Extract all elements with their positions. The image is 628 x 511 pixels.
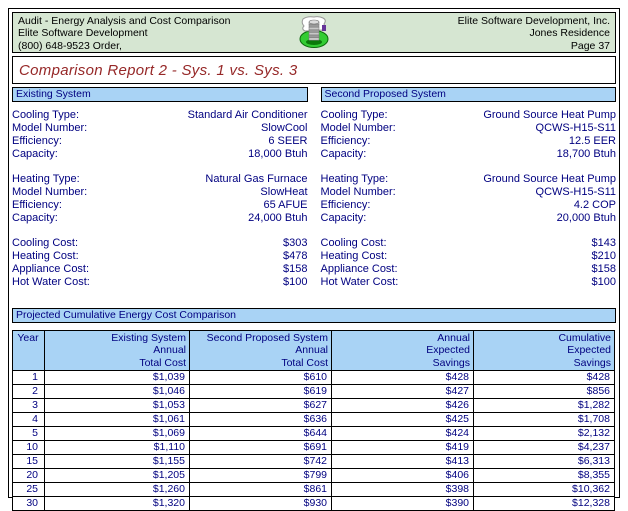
spec-row (12, 109, 308, 122)
spec-label: Efficiency: (320, 199, 371, 211)
spec-value: SlowHeat (260, 186, 308, 198)
table-row (13, 455, 615, 469)
spec-label: Cooling Type: (320, 109, 388, 121)
spec-group (321, 109, 617, 161)
spec-row (12, 237, 308, 250)
table-cell: $406 (332, 469, 474, 483)
table-cell: $427 (332, 385, 474, 399)
spec-row (321, 109, 617, 122)
table-cell: 2 (13, 385, 45, 399)
spec-value: 20,000 Btuh (556, 212, 616, 224)
spec-label: Hot Water Cost: (320, 276, 399, 288)
second-proposed-system-specs (321, 109, 617, 289)
table-cell: $1,061 (45, 413, 190, 427)
table-cell: $856 (474, 385, 615, 399)
comparison-table (12, 330, 615, 511)
spec-label: Heating Type: (320, 173, 389, 185)
table-cell: $424 (332, 427, 474, 441)
spec-label: Efficiency: (12, 135, 62, 147)
page-number: Page 37 (570, 39, 610, 52)
spec-label: Hot Water Cost: (12, 276, 90, 288)
table-cell: 30 (13, 497, 45, 511)
letterhead-left (18, 15, 230, 52)
spec-value: 6 SEER (268, 135, 308, 147)
table-cell: 20 (13, 469, 45, 483)
spec-value: $158 (591, 263, 616, 275)
spec-row (12, 212, 308, 225)
table-cell: $861 (190, 483, 332, 497)
report-title-box (12, 56, 616, 84)
spec-row (12, 199, 308, 212)
column-header: Annual Expected Savings (332, 331, 474, 371)
table-cell: $1,260 (45, 483, 190, 497)
table-cell: $930 (190, 497, 332, 511)
table-cell: 4 (13, 413, 45, 427)
table-cell: $426 (332, 399, 474, 413)
table-cell: $1,053 (45, 399, 190, 413)
elite-software-logo-icon (295, 15, 333, 50)
table-cell: $419 (332, 441, 474, 455)
table-cell: $390 (332, 497, 474, 511)
table-cell: $398 (332, 483, 474, 497)
spec-value: SlowCool (261, 122, 308, 134)
spec-value: 65 AFUE (263, 199, 308, 211)
spec-row (12, 263, 308, 276)
spec-value: 24,000 Btuh (248, 212, 308, 224)
spec-label: Appliance Cost: (320, 263, 398, 275)
spec-label: Capacity: (320, 148, 367, 160)
spec-label: Heating Cost: (320, 250, 388, 262)
comparison-table-body (13, 371, 615, 511)
second-proposed-system-section (321, 87, 617, 301)
spec-row (321, 237, 617, 250)
table-row (13, 469, 615, 483)
spec-row (321, 199, 617, 212)
spec-row (321, 122, 617, 135)
spec-row (321, 250, 617, 263)
table-cell: $1,320 (45, 497, 190, 511)
table-cell: $4,237 (474, 441, 615, 455)
table-cell: $8,355 (474, 469, 615, 483)
report-letterhead (12, 12, 616, 53)
vendor-phone: (800) 648-9523 Order, (18, 39, 122, 52)
spec-value: QCWS-H15-S11 (535, 186, 616, 198)
spec-row (12, 122, 308, 135)
table-row (13, 497, 615, 511)
spec-label: Capacity: (320, 212, 367, 224)
spec-value: $100 (591, 276, 616, 288)
table-cell: $6,313 (474, 455, 615, 469)
existing-system-specs (12, 109, 308, 289)
table-cell: $12,328 (474, 497, 615, 511)
spec-value: Ground Source Heat Pump (483, 109, 616, 121)
table-row (13, 427, 615, 441)
table-row (13, 371, 615, 385)
table-row (13, 483, 615, 497)
spec-label: Efficiency: (12, 199, 62, 211)
spec-value: Natural Gas Furnace (205, 173, 308, 185)
table-cell: $1,110 (45, 441, 190, 455)
table-cell: $1,046 (45, 385, 190, 399)
spec-value: Standard Air Conditioner (187, 109, 308, 121)
table-cell: 15 (13, 455, 45, 469)
letterhead-right (458, 15, 610, 52)
table-cell: 10 (13, 441, 45, 455)
spec-row (12, 250, 308, 263)
table-cell: $1,069 (45, 427, 190, 441)
spec-row (12, 276, 308, 289)
table-cell: $742 (190, 455, 332, 469)
report-title: Comparison Report 2 - Sys. 1 vs. Sys. 3 (19, 61, 298, 79)
column-header: Cumulative Expected Savings (474, 331, 615, 371)
table-cell: $799 (190, 469, 332, 483)
table-cell: $2,132 (474, 427, 615, 441)
table-cell: $428 (474, 371, 615, 385)
spec-row (12, 186, 308, 199)
spec-row (321, 148, 617, 161)
spec-label: Heating Type: (12, 173, 80, 185)
table-cell: $619 (190, 385, 332, 399)
spec-label: Model Number: (320, 186, 396, 198)
spec-value: 4.2 COP (573, 199, 616, 211)
spec-value: QCWS-H15-S11 (535, 122, 616, 134)
spec-label: Capacity: (12, 148, 58, 160)
spec-row (321, 186, 617, 199)
spec-row (321, 173, 617, 186)
spec-value: $100 (283, 276, 308, 288)
spec-value: $478 (283, 250, 308, 262)
table-row (13, 413, 615, 427)
table-cell: $627 (190, 399, 332, 413)
spec-label: Cooling Cost: (320, 237, 387, 249)
table-cell: $1,282 (474, 399, 615, 413)
spec-group (321, 237, 617, 289)
table-cell: $1,155 (45, 455, 190, 469)
systems-row (12, 87, 616, 301)
spec-label: Heating Cost: (12, 250, 79, 262)
spec-row (321, 135, 617, 148)
comparison-table-head (13, 331, 615, 371)
header-row (13, 331, 615, 371)
table-row (13, 385, 615, 399)
spec-label: Efficiency: (320, 135, 371, 147)
spec-row (12, 148, 308, 161)
project-name: Jones Residence (529, 27, 610, 40)
table-cell: $691 (190, 441, 332, 455)
table-cell: $636 (190, 413, 332, 427)
column-header: Year (13, 331, 45, 371)
spec-label: Appliance Cost: (12, 263, 90, 275)
spec-label: Cooling Cost: (12, 237, 79, 249)
table-row (13, 399, 615, 413)
vendor-name: Elite Software Development (18, 27, 148, 40)
spec-value: 18,700 Btuh (556, 148, 616, 160)
table-cell: $610 (190, 371, 332, 385)
spec-label: Model Number: (12, 122, 88, 134)
table-row (13, 441, 615, 455)
spec-row (321, 263, 617, 276)
spec-label: Cooling Type: (12, 109, 80, 121)
spec-label: Capacity: (12, 212, 58, 224)
comparison-section-header: Projected Cumulative Energy Cost Comparison (12, 308, 616, 323)
spec-value: 18,000 Btuh (248, 148, 308, 160)
spec-label: Model Number: (12, 186, 88, 198)
spec-group (12, 173, 308, 225)
spec-value: 12.5 EER (568, 135, 616, 147)
spec-row (321, 212, 617, 225)
second-proposed-system-header: Second Proposed System (321, 87, 617, 102)
table-cell: $428 (332, 371, 474, 385)
table-cell: $413 (332, 455, 474, 469)
spec-value: $143 (591, 237, 616, 249)
column-header: Second Proposed System Annual Total Cost (190, 331, 332, 371)
spec-label: Model Number: (320, 122, 396, 134)
table-cell: $1,205 (45, 469, 190, 483)
spec-group (12, 237, 308, 289)
column-header: Existing System Annual Total Cost (45, 331, 190, 371)
table-cell: $1,708 (474, 413, 615, 427)
spec-value: $303 (283, 237, 308, 249)
existing-system-header: Existing System (12, 87, 308, 102)
spec-row (12, 173, 308, 186)
table-cell: 1 (13, 371, 45, 385)
table-cell: 25 (13, 483, 45, 497)
table-cell: $1,039 (45, 371, 190, 385)
app-report-name: Audit - Energy Analysis and Cost Comparison (18, 15, 231, 27)
table-cell: $10,362 (474, 483, 615, 497)
spec-value: $158 (283, 263, 308, 275)
table-cell: 3 (13, 399, 45, 413)
table-cell: $425 (332, 413, 474, 427)
spec-value: $210 (591, 250, 616, 262)
spec-group (12, 109, 308, 161)
licensee-name: Elite Software Development, Inc. (457, 15, 610, 27)
spec-row (321, 276, 617, 289)
existing-system-section (12, 87, 308, 301)
table-cell: $644 (190, 427, 332, 441)
table-cell: 5 (13, 427, 45, 441)
spec-value: Ground Source Heat Pump (483, 173, 616, 185)
report-page (8, 8, 620, 509)
spec-row (12, 135, 308, 148)
spec-group (321, 173, 617, 225)
